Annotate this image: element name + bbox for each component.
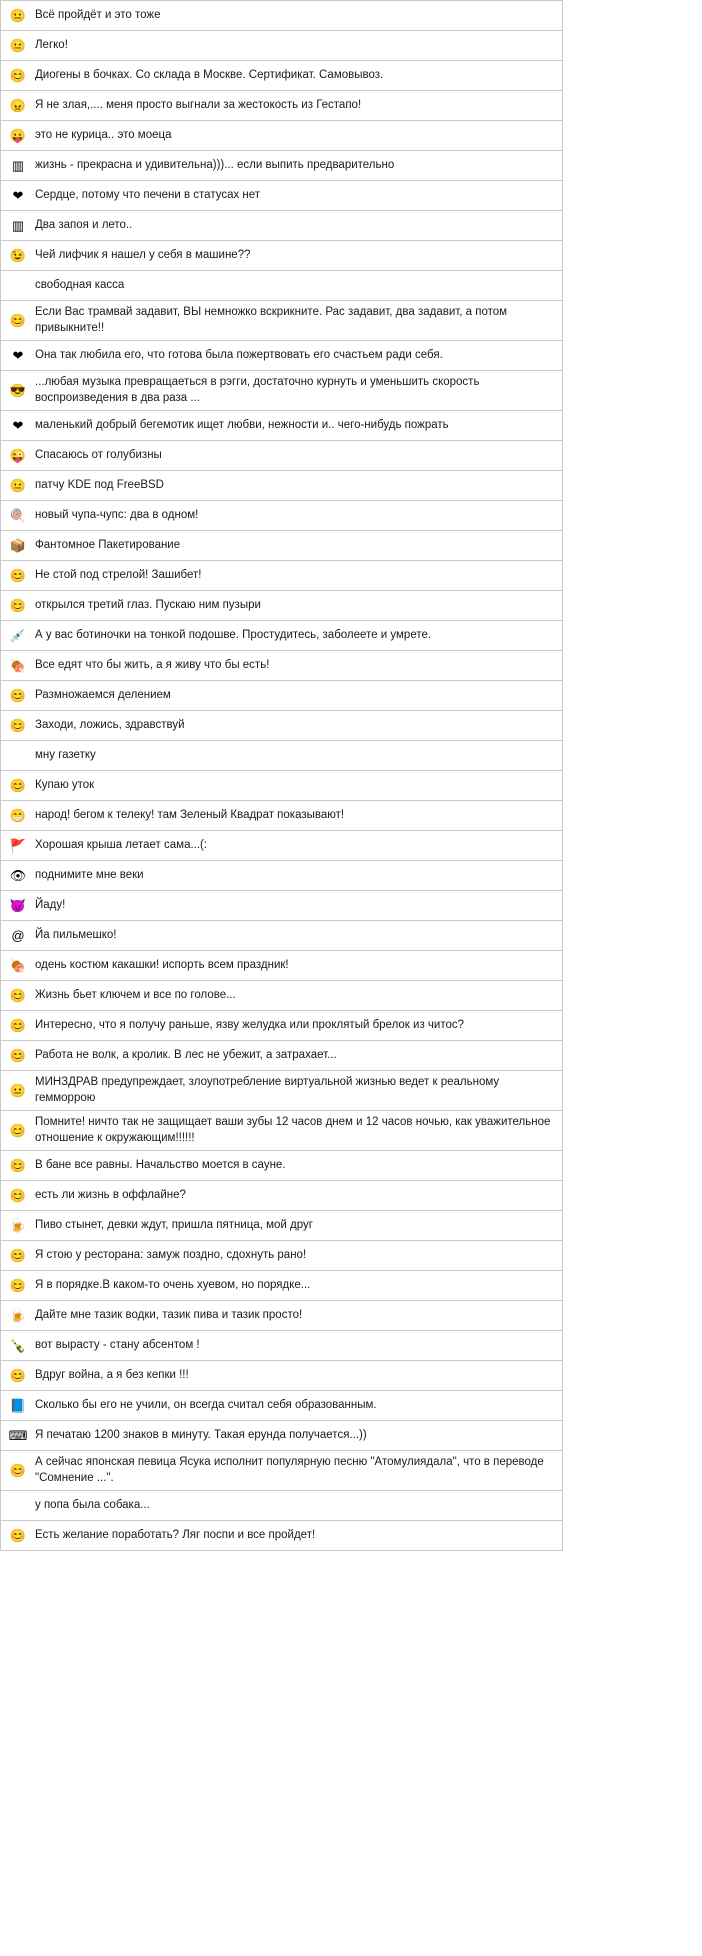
status-row[interactable]: [1, 341, 562, 371]
status-row[interactable]: [1, 711, 562, 741]
smiley-yellow-icon: 😊: [9, 1188, 27, 1204]
status-row[interactable]: [1, 891, 562, 921]
smiley-grey-icon: 😐: [9, 1083, 27, 1099]
status-text: народ! бегом к телеку! там Зеленый Квадрат показывают!: [35, 808, 345, 821]
status-row[interactable]: [1, 31, 562, 61]
smiley-yellow-icon: 😊: [9, 778, 27, 794]
smiley-wink-icon: 😉: [9, 248, 27, 263]
smiley-grey-icon: 😐: [9, 8, 27, 23]
status-row[interactable]: [1, 441, 562, 471]
barcode-icon: ▥: [11, 218, 25, 233]
status-text: Два запоя и лето..: [35, 218, 133, 231]
smiley-yellow-icon: 😊: [9, 688, 27, 704]
status-text: Не стой под стрелой! Зашибет!: [35, 568, 202, 581]
status-text: Пиво стынет, девки ждут, пришла пятница, мой друг: [35, 1218, 313, 1231]
status-row[interactable]: [1, 771, 562, 801]
status-row[interactable]: [1, 1521, 562, 1551]
eye-icon: 👁: [9, 868, 27, 884]
smiley-yellow-icon: 😊: [9, 1368, 27, 1384]
smiley-crazy-icon: 😜: [9, 448, 27, 464]
status-row[interactable]: [1, 1241, 562, 1271]
status-row[interactable]: [1, 501, 562, 531]
status-text: МИНЗДРАВ предупреждает, злоупотребление виртуальной жизнью ведет к реальному гемморрою: [35, 1076, 500, 1104]
status-row[interactable]: [1, 1491, 562, 1521]
status-row[interactable]: [1, 151, 562, 181]
status-text: Спасаюсь от голубизны: [35, 448, 162, 461]
smiley-yellow-icon: 😊: [9, 1123, 27, 1139]
status-text: Йаду!: [35, 898, 66, 911]
status-row[interactable]: [1, 621, 562, 651]
status-text: Чей лифчик я нашел у себя в машине??: [35, 248, 251, 261]
status-row[interactable]: [1, 1181, 562, 1211]
meat-icon: 🍖: [9, 958, 27, 974]
status-row[interactable]: [1, 271, 562, 301]
status-text: Жизнь бьет ключем и все по голове...: [35, 988, 236, 1001]
status-text: маленький добрый бегемотик ищет любви, нежности и.. чего-нибудь пожрать: [35, 418, 449, 431]
status-row[interactable]: [1, 981, 562, 1011]
status-text: Сколько бы его не учили, он всегда считал себя образованным.: [35, 1398, 377, 1411]
status-text: патчу KDE под FreeBSD: [35, 478, 164, 491]
smiley-grey-icon: 😐: [9, 38, 27, 53]
status-text: Если Вас трамвай задавит, ВЫ немножко вскрикните. Рас задавит, два задавит, а потом привыкните!!: [35, 306, 508, 334]
beer-icon: 🍺: [9, 1308, 27, 1324]
status-row[interactable]: [1, 831, 562, 861]
flag-red-icon: 🚩: [9, 838, 27, 854]
status-text: В бане все равны. Начальство моется в сауне.: [35, 1158, 286, 1171]
status-row[interactable]: [1, 1331, 562, 1361]
status-row[interactable]: [1, 591, 562, 621]
smiley-devil-icon: 😈: [9, 898, 27, 914]
status-text: Я не злая,.... меня просто выгнали за жестокость из Гестапо!: [35, 98, 362, 111]
status-text: жизнь - прекрасна и удивительна)))... если выпить предварительно: [35, 158, 395, 171]
status-row[interactable]: [1, 681, 562, 711]
heart-red-icon: ❤: [12, 348, 24, 364]
status-text: Сердце, потому что печени в статусах нет: [35, 188, 261, 201]
smiley-yellow-icon: 😊: [9, 1528, 27, 1544]
status-row[interactable]: [1, 411, 562, 441]
smiley-yellow-icon: 😊: [9, 988, 27, 1004]
status-text: Заходи, ложись, здравствуй: [35, 718, 185, 731]
status-text: А сейчас японская певица Ясука исполнит популярную песню "Атомулиядала", что в переводе "Сомнение ...".: [35, 1456, 544, 1484]
smiley-yellow-icon: 😊: [9, 1248, 27, 1264]
smiley-green-icon: 😁: [9, 808, 27, 824]
status-row[interactable]: [1, 1421, 562, 1451]
status-row[interactable]: [1, 1211, 562, 1241]
smiley-grey-icon: 😐: [9, 478, 27, 494]
status-row[interactable]: [1, 121, 562, 151]
bottle-icon: 🍾: [9, 1338, 27, 1354]
status-text: Всё пройдёт и это тоже: [35, 8, 161, 21]
status-text: Размножаемся делением: [35, 688, 171, 701]
status-text: Все едят что бы жить, а я живу что бы есть!: [35, 658, 270, 671]
status-row[interactable]: [1, 1451, 562, 1491]
status-row[interactable]: [1, 371, 562, 411]
status-text: Интересно, что я получу раньше, язву желудка или проклятый брелок из читос?: [35, 1018, 465, 1031]
status-row[interactable]: [1, 1301, 562, 1331]
status-row[interactable]: [1, 801, 562, 831]
status-row[interactable]: [1, 861, 562, 891]
status-row[interactable]: [1, 531, 562, 561]
status-text: Вдруг война, а я без кепки !!!: [35, 1368, 189, 1381]
status-text: вот вырасту - стану абсентом !: [35, 1338, 200, 1351]
status-row[interactable]: [1, 301, 562, 341]
status-text: мну газетку: [35, 748, 96, 761]
at-sign-icon: @: [11, 928, 25, 944]
meat-icon: 🍖: [9, 658, 27, 674]
status-text: свободная касса: [35, 278, 125, 291]
smiley-yellow-icon: 😊: [9, 568, 27, 584]
status-text: ...любая музыка превращаеться в рэгги, достаточно курнуть и уменьшить скорость воспроизведения в два раза ...: [35, 376, 480, 404]
status-text: Есть желание поработать? Ляг поспи и все пройдет!: [35, 1528, 316, 1541]
smiley-yellow-icon: 😊: [9, 68, 27, 83]
status-row[interactable]: [1, 561, 562, 591]
status-row[interactable]: [1, 1361, 562, 1391]
status-text: Купаю уток: [35, 778, 95, 791]
status-row[interactable]: [1, 921, 562, 951]
status-row[interactable]: [1, 241, 562, 271]
package-icon: 📦: [9, 538, 27, 554]
book-icon: 📘: [9, 1398, 27, 1414]
blank-icon: [9, 747, 27, 765]
status-text: Помните! ничто так не защищает ваши зубы 12 часов днем и 12 часов ночью, как уважительное отношение к окружающим!!!!!!: [35, 1116, 551, 1144]
status-text: Я стою у ресторана: замуж поздно, сдохнуть рано!: [35, 1248, 307, 1261]
smiley-angry-icon: 😠: [9, 98, 27, 113]
status-text: открылся третий глаз. Пускаю ним пузыри: [35, 598, 261, 611]
status-text: Работа не волк, а кролик. В лес не убежит, а затрахает...: [35, 1048, 337, 1061]
smiley-yellow-icon: 😊: [9, 313, 27, 329]
status-row[interactable]: [1, 1011, 562, 1041]
status-text: Дайте мне тазик водки, тазик пива и тазик просто!: [35, 1308, 303, 1321]
smiley-yellow-icon: 😊: [9, 598, 27, 614]
status-text: Легко!: [35, 38, 68, 51]
lollipop-icon: 🍭: [9, 508, 27, 524]
smiley-yellow-icon: 😊: [9, 1018, 27, 1034]
status-row[interactable]: [1, 1151, 562, 1181]
status-text: у попа была собака...: [35, 1498, 150, 1511]
status-text: Фантомное Пакетирование: [35, 538, 181, 551]
status-row[interactable]: [1, 211, 562, 241]
smiley-cool-icon: 😎: [9, 383, 27, 399]
status-text: это не курица.. это моеца: [35, 128, 172, 141]
heart-red-icon: ❤: [12, 418, 24, 434]
status-text: новый чупа-чупс: два в одном!: [35, 508, 199, 521]
status-row[interactable]: [1, 1, 562, 31]
status-row[interactable]: [1, 1041, 562, 1071]
heart-red-icon: ❤: [12, 188, 24, 203]
status-text: Я печатаю 1200 знаков в минуту. Такая ерунда получается...)): [35, 1428, 367, 1441]
status-text: Я в порядке.В каком-то очень хуевом, но порядке...: [35, 1278, 311, 1291]
status-row[interactable]: [1, 61, 562, 91]
syringe-icon: 💉: [9, 628, 27, 644]
smiley-yellow-icon: 😊: [9, 1048, 27, 1064]
status-text: Она так любила его, что готова была пожертвовать его счастьем ради себя.: [35, 348, 443, 361]
status-row[interactable]: [1, 651, 562, 681]
smiley-yellow-icon: 😊: [9, 718, 27, 734]
status-text: Йа пильмешко!: [35, 928, 117, 941]
status-text: Хорошая крыша летает сама...(:: [35, 838, 208, 851]
status-row[interactable]: [1, 181, 562, 211]
status-text: поднимите мне веки: [35, 868, 144, 881]
status-row[interactable]: [1, 91, 562, 121]
status-text: одень костюм какашки! испорть всем праздник!: [35, 958, 289, 971]
blank-icon: [9, 277, 27, 295]
smiley-yellow-icon: 😊: [9, 1158, 27, 1174]
status-row[interactable]: [1, 741, 562, 771]
smiley-yellow-icon: 😊: [9, 1278, 27, 1294]
status-row[interactable]: [1, 471, 562, 501]
status-row[interactable]: [1, 1271, 562, 1301]
status-row[interactable]: [1, 1071, 562, 1111]
smiley-tongue-icon: 😛: [9, 128, 27, 143]
status-text: есть ли жизнь в оффлайне?: [35, 1188, 186, 1201]
smiley-yellow-icon: 😊: [9, 1463, 27, 1479]
keyboard-icon: ⌨: [9, 1428, 27, 1444]
status-row[interactable]: [1, 951, 562, 981]
beer-icon: 🍺: [9, 1218, 27, 1234]
status-row[interactable]: [1, 1111, 562, 1151]
status-text: Диогены в бочках. Со склада в Москве. Сертификат. Самовывоз.: [35, 68, 384, 81]
barcode-icon: ▥: [11, 158, 25, 173]
blank-icon: [9, 1497, 27, 1515]
status-row[interactable]: [1, 1391, 562, 1421]
status-text: А у вас ботиночки на тонкой подошве. Простудитесь, заболеете и умрете.: [35, 628, 432, 641]
